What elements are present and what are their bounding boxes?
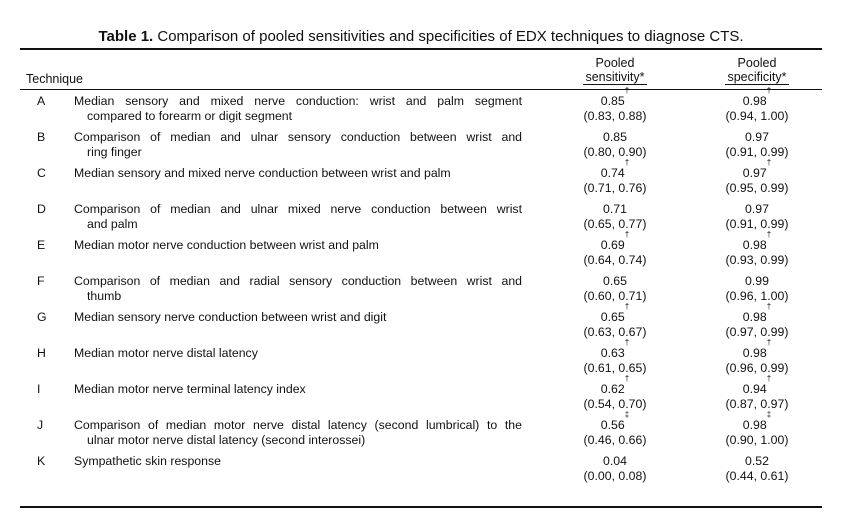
- sensitivity-ci: (0.65, 0.77): [583, 217, 647, 231]
- row-sensitivity: [550, 302, 680, 340]
- table-row: [20, 454, 822, 486]
- sensitivity-mark: †: [624, 374, 630, 383]
- header-sensitivity: [550, 56, 680, 85]
- row-letter: A: [37, 94, 46, 108]
- sensitivity-ci: (0.71, 0.76): [583, 181, 647, 195]
- sensitivity-ci: (0.46, 0.66): [583, 433, 647, 447]
- header-specificity: [702, 56, 812, 85]
- sensitivity-mark: †: [624, 158, 630, 167]
- sensitivity-ci: (0.80, 0.90): [583, 145, 647, 159]
- header-sensitivity-line2: sensitivity*: [585, 70, 645, 84]
- table-caption-label: Table 1.: [98, 28, 154, 45]
- row-letter: I: [37, 382, 41, 396]
- sensitivity-value: 0.63†: [600, 338, 630, 360]
- specificity-value: 0.98†: [742, 86, 772, 108]
- table: [20, 28, 822, 486]
- table-row: [20, 274, 822, 310]
- row-technique: [74, 418, 522, 448]
- sensitivity-value: 0.04: [603, 454, 627, 468]
- table-caption: [20, 28, 822, 48]
- table-row: [20, 202, 822, 238]
- specificity-value: 0.98†: [742, 230, 772, 252]
- specificity-mark: †: [766, 86, 772, 95]
- row-technique-line1: Median sensory and mixed nerve conduction between wrist and palm: [74, 166, 451, 180]
- specificity-value: 0.52: [745, 454, 769, 468]
- row-technique: [74, 94, 522, 124]
- specificity-ci: (0.95, 0.99): [725, 181, 789, 195]
- specificity-value: 0.98†: [742, 302, 772, 324]
- sensitivity-value: 0.65: [603, 274, 627, 288]
- specificity-mark: †: [766, 158, 772, 167]
- row-technique: [74, 382, 522, 397]
- table-row: [20, 410, 822, 454]
- specificity-value: 0.98†: [742, 338, 772, 360]
- sensitivity-ci: (0.64, 0.74): [583, 253, 647, 267]
- row-sensitivity: [550, 338, 680, 376]
- row-technique-line1: Sympathetic skin response: [74, 454, 221, 468]
- row-technique-line1: Median sensory nerve conduction between wrist and digit: [74, 310, 387, 324]
- row-sensitivity: [550, 454, 680, 484]
- row-technique: [74, 310, 522, 325]
- bottom-rule: [20, 506, 822, 508]
- row-sensitivity: [550, 274, 680, 304]
- specificity-ci: (0.90, 1.00): [725, 433, 789, 447]
- header-technique: Technique: [26, 72, 83, 86]
- specificity-ci: (0.93, 0.99): [725, 253, 789, 267]
- row-technique-line2: compared to forearm or digit segment: [87, 109, 293, 123]
- row-technique-line2: and palm: [87, 217, 138, 231]
- table-row: [20, 158, 822, 202]
- table-row: [20, 374, 822, 418]
- row-letter: J: [37, 418, 44, 432]
- sensitivity-value: 0.69†: [600, 230, 630, 252]
- row-specificity: [702, 130, 812, 160]
- sensitivity-value: 0.85: [603, 130, 627, 144]
- row-letter: B: [37, 130, 46, 144]
- row-technique-line2: ulnar motor nerve distal latency (second interossei): [87, 433, 366, 447]
- row-specificity: [702, 374, 812, 412]
- row-sensitivity: [550, 202, 680, 232]
- row-technique: [74, 166, 522, 181]
- header-specificity-line1: Pooled: [737, 56, 777, 70]
- sensitivity-ci: (0.00, 0.08): [583, 469, 647, 483]
- sensitivity-value: 0.65†: [600, 302, 630, 324]
- specificity-mark: †: [766, 230, 772, 239]
- sensitivity-value: 0.85†: [600, 86, 630, 108]
- sensitivity-ci: (0.83, 0.88): [583, 109, 647, 123]
- row-technique-line1: Median sensory and mixed nerve conduction: wrist and palm segment: [74, 94, 522, 108]
- specificity-mark: †: [766, 302, 772, 311]
- row-letter: E: [37, 238, 46, 252]
- sensitivity-ci: (0.54, 0.70): [583, 397, 647, 411]
- table-row: [20, 86, 822, 130]
- row-letter: C: [37, 166, 46, 180]
- row-technique-line1: Comparison of median and ulnar mixed nerve conduction between wrist: [74, 202, 522, 216]
- row-technique-line1: Comparison of median motor nerve distal latency (second lumbrical) to the: [74, 418, 522, 432]
- table-row: [20, 338, 822, 382]
- specificity-ci: (0.94, 1.00): [725, 109, 789, 123]
- specificity-value: 0.98‡: [742, 410, 772, 432]
- sensitivity-value: 0.56‡: [600, 410, 630, 432]
- specificity-value: 0.94†: [742, 374, 772, 396]
- header-sensitivity-line1: Pooled: [595, 56, 635, 70]
- row-specificity: [702, 86, 812, 124]
- specificity-ci: (0.44, 0.61): [725, 469, 789, 483]
- row-technique-line1: Median motor nerve conduction between wrist and palm: [74, 238, 379, 252]
- row-letter: F: [37, 274, 45, 288]
- row-sensitivity: [550, 158, 680, 196]
- row-letter: K: [37, 454, 46, 468]
- row-specificity: [702, 274, 812, 304]
- row-sensitivity: [550, 374, 680, 412]
- specificity-ci: (0.96, 0.99): [725, 361, 789, 375]
- specificity-mark: ‡: [766, 410, 772, 419]
- table-row: [20, 130, 822, 166]
- row-specificity: [702, 202, 812, 232]
- sensitivity-mark: †: [624, 86, 630, 95]
- row-specificity: [702, 410, 812, 448]
- table-row: [20, 302, 822, 346]
- specificity-value: 0.97: [745, 202, 769, 216]
- row-letter: H: [37, 346, 46, 360]
- row-sensitivity: [550, 230, 680, 268]
- specificity-ci: (0.91, 0.99): [725, 217, 789, 231]
- sensitivity-value: 0.62†: [600, 374, 630, 396]
- specificity-ci: (0.96, 1.00): [725, 289, 789, 303]
- row-technique-line2: thumb: [87, 289, 122, 303]
- row-specificity: [702, 230, 812, 268]
- sensitivity-ci: (0.60, 0.71): [583, 289, 647, 303]
- row-technique-line2: ring finger: [87, 145, 142, 159]
- specificity-ci: (0.97, 0.99): [725, 325, 789, 339]
- row-specificity: [702, 302, 812, 340]
- row-technique-line1: Median motor nerve terminal latency index: [74, 382, 306, 396]
- row-technique: [74, 202, 522, 232]
- specificity-ci: (0.87, 0.97): [725, 397, 789, 411]
- sensitivity-ci: (0.61, 0.65): [583, 361, 647, 375]
- row-technique-line1: Comparison of median and ulnar sensory conduction between wrist and: [74, 130, 522, 144]
- sensitivity-ci: (0.63, 0.67): [583, 325, 647, 339]
- row-sensitivity: [550, 86, 680, 124]
- table-row: [20, 230, 822, 274]
- sensitivity-mark: †: [624, 230, 630, 239]
- specificity-mark: †: [766, 338, 772, 347]
- sensitivity-value: 0.71: [603, 202, 627, 216]
- row-technique: [74, 454, 522, 469]
- sensitivity-mark: †: [624, 302, 630, 311]
- sensitivity-value: 0.74†: [600, 158, 630, 180]
- row-technique: [74, 130, 522, 160]
- specificity-value: 0.97: [745, 130, 769, 144]
- row-specificity: [702, 454, 812, 484]
- table-header: [20, 50, 822, 89]
- sensitivity-mark: †: [624, 338, 630, 347]
- row-letter: D: [37, 202, 46, 216]
- table-caption-text: Comparison of pooled sensitivities and specificities of EDX techniques to diagnose CTS.: [153, 28, 744, 45]
- specificity-value: 0.99: [745, 274, 769, 288]
- table-body: [20, 86, 822, 486]
- row-sensitivity: [550, 410, 680, 448]
- specificity-ci: (0.91, 0.99): [725, 145, 789, 159]
- specificity-value: 0.97†: [742, 158, 772, 180]
- header-specificity-line2: specificity*: [727, 70, 787, 84]
- sensitivity-mark: ‡: [624, 410, 630, 419]
- row-sensitivity: [550, 130, 680, 160]
- row-technique: [74, 274, 522, 304]
- row-specificity: [702, 158, 812, 196]
- specificity-mark: †: [766, 374, 772, 383]
- row-letter: G: [37, 310, 47, 324]
- row-technique: [74, 346, 522, 361]
- row-technique-line1: Comparison of median and radial sensory conduction between wrist and: [74, 274, 522, 288]
- row-technique: [74, 238, 522, 253]
- row-technique-line1: Median motor nerve distal latency: [74, 346, 258, 360]
- row-specificity: [702, 338, 812, 376]
